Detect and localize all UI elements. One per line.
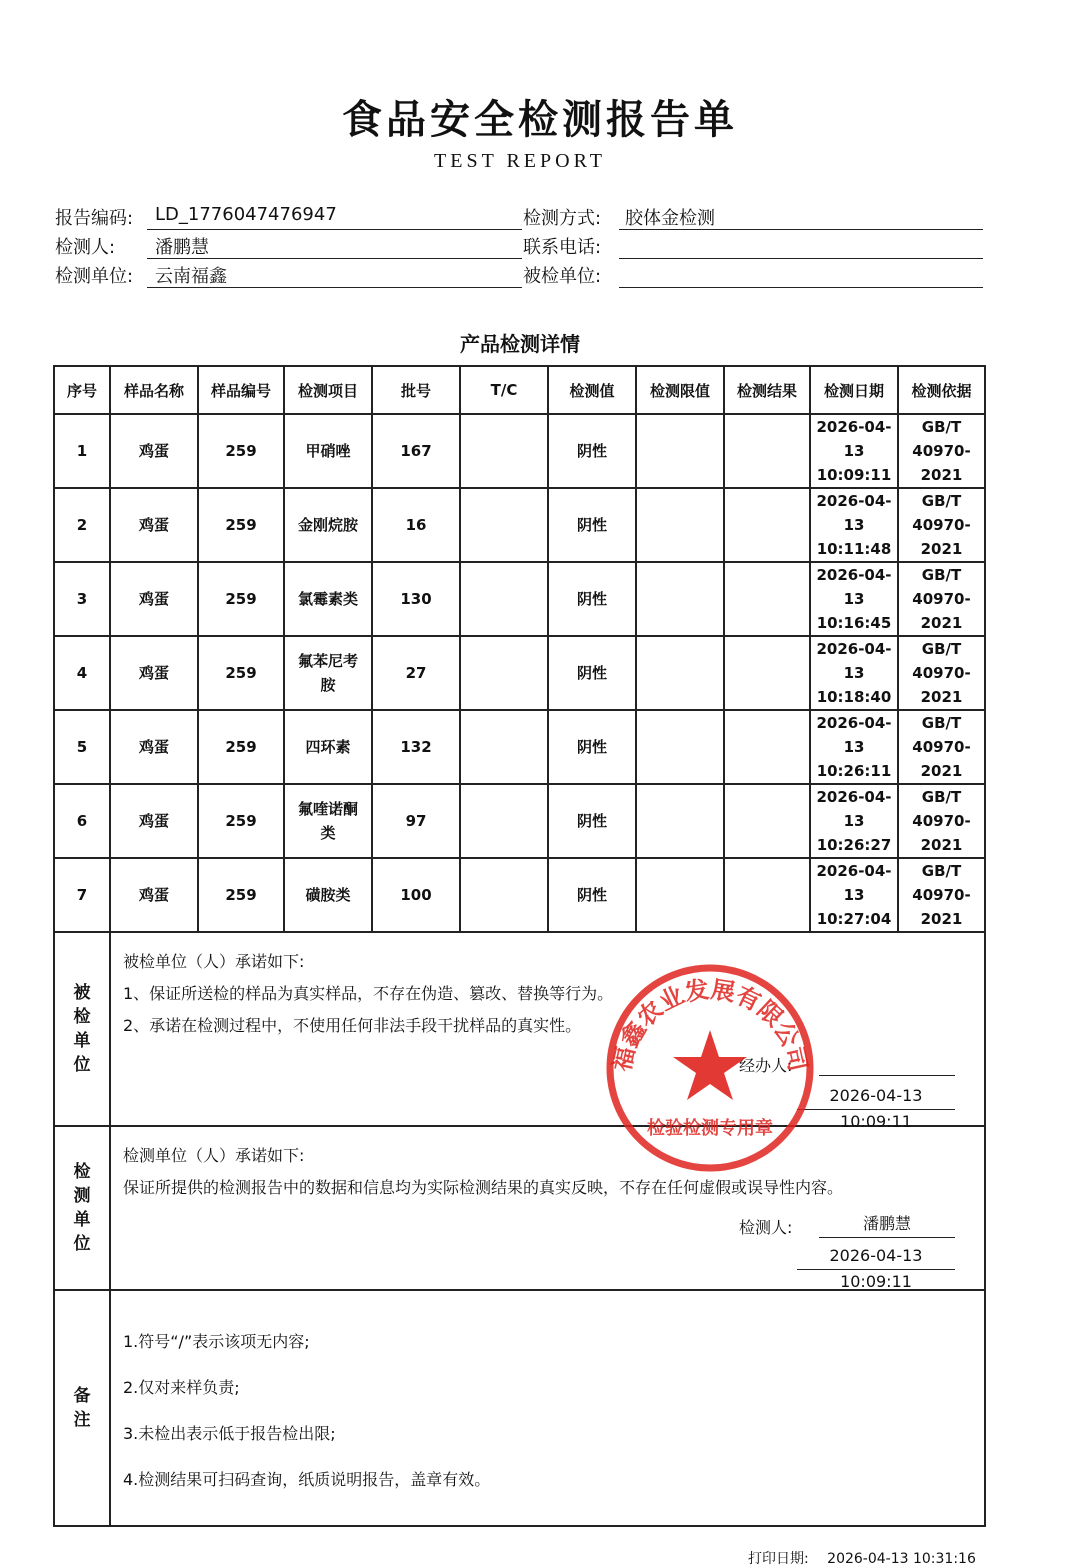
cell-no: 4 <box>54 636 110 710</box>
notes-row <box>54 1290 985 1526</box>
cell-tc <box>460 562 548 636</box>
report-no-value: LD_1776047476947 <box>147 204 522 230</box>
cell-date: 2026-04- 13 10:11:48 <box>810 488 898 562</box>
cell-sample: 259 <box>198 414 284 488</box>
method-label: 检测方式: <box>523 208 602 229</box>
cell-item: 氟喹诺酮 类 <box>284 784 372 858</box>
cell-name: 鸡蛋 <box>110 784 198 858</box>
lab-heading: 检测单位（人）承诺如下: <box>123 1146 305 1165</box>
cell-sample: 259 <box>198 636 284 710</box>
cell-value: 阴性 <box>548 488 636 562</box>
cell-limit <box>636 414 724 488</box>
cell-value: 阴性 <box>548 784 636 858</box>
table-row <box>54 710 985 784</box>
cell-date: 2026-04- 13 10:26:27 <box>810 784 898 858</box>
col-header: 样品名称 <box>110 366 198 414</box>
col-header: T/C <box>460 366 548 414</box>
method-value: 胶体金检测 <box>619 204 983 230</box>
note-item: 2.仅对来样负责; <box>123 1378 240 1397</box>
inspected-value <box>619 262 983 288</box>
cell-name: 鸡蛋 <box>110 562 198 636</box>
cell-basis: GB/T 40970- 2021 <box>898 488 985 562</box>
col-header: 检测值 <box>548 366 636 414</box>
info-method <box>523 204 985 230</box>
cell-batch: 97 <box>372 784 460 858</box>
cell-basis: GB/T 40970- 2021 <box>898 414 985 488</box>
lab-signer: 潘鹏慧 <box>819 1211 955 1238</box>
cell-result <box>724 562 810 636</box>
cell-name: 鸡蛋 <box>110 710 198 784</box>
lab-side-label: 检 测 单 位 <box>54 1126 110 1290</box>
cell-value: 阴性 <box>548 636 636 710</box>
cell-no: 2 <box>54 488 110 562</box>
cell-batch: 100 <box>372 858 460 932</box>
detail-table <box>53 365 986 1527</box>
inspected-statement-row <box>54 932 985 1126</box>
table-row <box>54 858 985 932</box>
inspected-heading: 被检单位（人）承诺如下: <box>123 952 305 971</box>
lab-line-1: 保证所提供的检测报告中的数据和信息均为实际检测结果的真实反映，不存在任何虚假或误导性内容。 <box>123 1178 844 1197</box>
cell-basis: GB/T 40970- 2021 <box>898 636 985 710</box>
cell-item: 磺胺类 <box>284 858 372 932</box>
cell-item: 氟苯尼考 胺 <box>284 636 372 710</box>
report-subtitle: TEST REPORT <box>434 150 606 172</box>
info-report-no <box>55 204 525 230</box>
cell-no: 1 <box>54 414 110 488</box>
cell-date: 2026-04- 13 10:26:11 <box>810 710 898 784</box>
cell-batch: 167 <box>372 414 460 488</box>
details-section-title: 产品检测详情 <box>460 332 580 356</box>
inspected-date: 2026-04-13 10:09:11 <box>797 1083 955 1110</box>
seal-star-icon <box>673 1030 747 1100</box>
cell-batch: 130 <box>372 562 460 636</box>
cell-batch: 16 <box>372 488 460 562</box>
print-date-value: 2026-04-13 10:31:16 <box>827 1551 976 1567</box>
inspector-value: 潘鹏慧 <box>147 233 522 259</box>
cell-result <box>724 784 810 858</box>
cell-item: 氯霉素类 <box>284 562 372 636</box>
report-no-label: 报告编码: <box>55 208 134 229</box>
table-row <box>54 488 985 562</box>
note-item: 1.符号“/”表示该项无内容; <box>123 1332 310 1351</box>
col-header: 样品编号 <box>198 366 284 414</box>
cell-item: 金刚烷胺 <box>284 488 372 562</box>
notes-side-label: 备 注 <box>54 1290 110 1526</box>
cell-tc <box>460 784 548 858</box>
cell-date: 2026-04- 13 10:27:04 <box>810 858 898 932</box>
cell-result <box>724 636 810 710</box>
table-row <box>54 784 985 858</box>
print-date <box>748 1548 976 1568</box>
col-header: 检测依据 <box>898 366 985 414</box>
cell-tc <box>460 414 548 488</box>
info-inspected-unit <box>523 262 985 288</box>
info-phone <box>523 233 985 259</box>
cell-limit <box>636 784 724 858</box>
print-date-label: 打印日期: <box>748 1551 809 1567</box>
cell-result <box>724 858 810 932</box>
note-item: 4.检测结果可扫码查询，纸质说明报告，盖章有效。 <box>123 1470 491 1489</box>
col-header: 批号 <box>372 366 460 414</box>
unit-label: 检测单位: <box>55 266 134 287</box>
table-header-row <box>54 366 985 414</box>
lab-signer-label: 检测人: <box>739 1218 793 1237</box>
unit-value: 云南福鑫 <box>147 262 522 288</box>
cell-value: 阴性 <box>548 414 636 488</box>
col-header: 检测项目 <box>284 366 372 414</box>
inspector-label: 检测人: <box>55 237 116 258</box>
cell-tc <box>460 710 548 784</box>
cell-name: 鸡蛋 <box>110 488 198 562</box>
inspected-signer-label: 经办人: <box>739 1056 793 1075</box>
col-header: 检测限值 <box>636 366 724 414</box>
notes <box>110 1290 985 1526</box>
seal-bottom-text: 检验检测专用章 <box>647 1118 773 1139</box>
cell-value: 阴性 <box>548 562 636 636</box>
inspected-side-label: 被 检 单 位 <box>54 932 110 1126</box>
col-header: 检测日期 <box>810 366 898 414</box>
cell-item: 甲硝唑 <box>284 414 372 488</box>
cell-no: 7 <box>54 858 110 932</box>
cell-limit <box>636 858 724 932</box>
cell-basis: GB/T 40970- 2021 <box>898 784 985 858</box>
cell-result <box>724 710 810 784</box>
cell-basis: GB/T 40970- 2021 <box>898 858 985 932</box>
lab-statement <box>110 1126 985 1290</box>
info-unit <box>55 262 525 288</box>
table-row <box>54 414 985 488</box>
cell-name: 鸡蛋 <box>110 414 198 488</box>
cell-value: 阴性 <box>548 710 636 784</box>
cell-no: 5 <box>54 710 110 784</box>
seal-text: 福鑫农业发展有限公司 <box>607 975 813 1074</box>
cell-batch: 27 <box>372 636 460 710</box>
cell-name: 鸡蛋 <box>110 858 198 932</box>
lab-statement-row <box>54 1126 985 1290</box>
inspected-line-2: 2、承诺在检测过程中，不使用任何非法手段干扰样品的真实性。 <box>123 1016 582 1035</box>
cell-tc <box>460 636 548 710</box>
cell-date: 2026-04- 13 10:18:40 <box>810 636 898 710</box>
inspected-label: 被检单位: <box>523 266 602 287</box>
table-row <box>54 562 985 636</box>
col-header: 序号 <box>54 366 110 414</box>
company-seal <box>600 958 820 1178</box>
cell-basis: GB/T 40970- 2021 <box>898 562 985 636</box>
phone-label: 联系电话: <box>523 237 602 258</box>
cell-basis: GB/T 40970- 2021 <box>898 710 985 784</box>
table-row <box>54 636 985 710</box>
col-header: 检测结果 <box>724 366 810 414</box>
cell-tc <box>460 858 548 932</box>
cell-result <box>724 488 810 562</box>
cell-limit <box>636 710 724 784</box>
note-item: 3.未检出表示低于报告检出限; <box>123 1424 336 1443</box>
cell-sample: 259 <box>198 488 284 562</box>
cell-result <box>724 414 810 488</box>
cell-no: 6 <box>54 784 110 858</box>
cell-batch: 132 <box>372 710 460 784</box>
cell-sample: 259 <box>198 784 284 858</box>
cell-name: 鸡蛋 <box>110 636 198 710</box>
cell-limit <box>636 488 724 562</box>
phone-value <box>619 233 983 259</box>
cell-no: 3 <box>54 562 110 636</box>
cell-date: 2026-04- 13 10:16:45 <box>810 562 898 636</box>
cell-sample: 259 <box>198 710 284 784</box>
cell-limit <box>636 636 724 710</box>
info-inspector <box>55 233 525 259</box>
inspected-signer <box>819 1051 955 1076</box>
cell-sample: 259 <box>198 858 284 932</box>
cell-limit <box>636 562 724 636</box>
cell-item: 四环素 <box>284 710 372 784</box>
lab-date: 2026-04-13 10:09:11 <box>797 1243 955 1270</box>
report-title: 食品安全检测报告单 <box>342 96 738 143</box>
cell-date: 2026-04- 13 10:09:11 <box>810 414 898 488</box>
cell-value: 阴性 <box>548 858 636 932</box>
inspected-line-1: 1、保证所送检的样品为真实样品，不存在伪造、篡改、替换等行为。 <box>123 984 614 1003</box>
cell-sample: 259 <box>198 562 284 636</box>
cell-tc <box>460 488 548 562</box>
